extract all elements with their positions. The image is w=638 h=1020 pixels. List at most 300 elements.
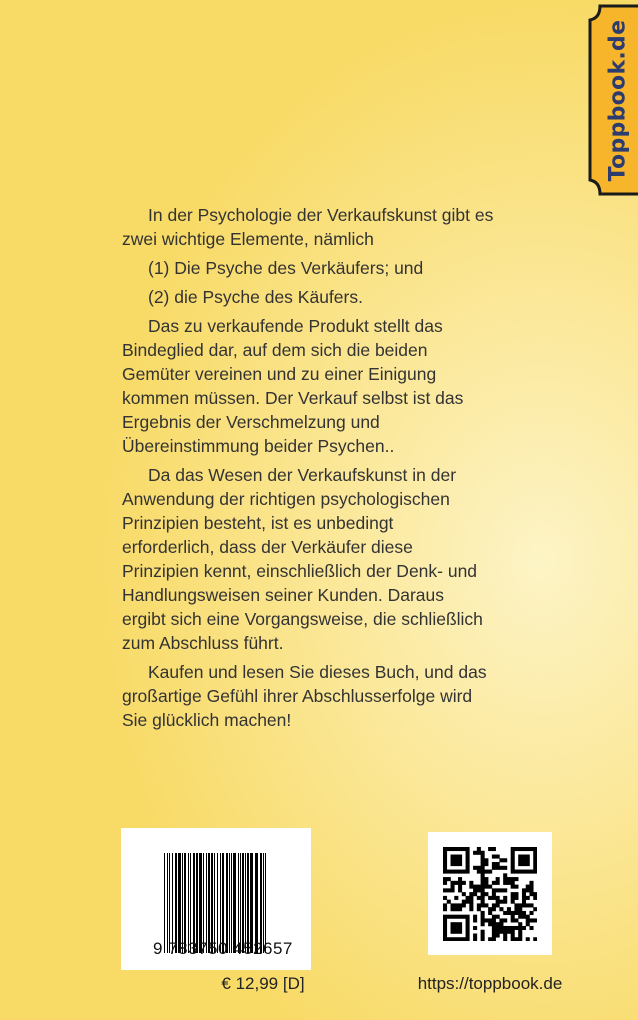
qr-module bbox=[522, 900, 526, 904]
qr-module bbox=[511, 881, 515, 885]
qr-module bbox=[492, 903, 496, 907]
qr-module bbox=[466, 847, 470, 851]
qr-module bbox=[529, 885, 533, 889]
qr-code-pattern bbox=[443, 847, 537, 941]
qr-module bbox=[514, 885, 518, 889]
qr-module bbox=[469, 885, 473, 889]
qr-module bbox=[447, 847, 451, 851]
qr-module bbox=[466, 922, 470, 926]
qr-module bbox=[533, 937, 537, 941]
qr-module bbox=[526, 862, 530, 866]
qr-module bbox=[507, 926, 511, 930]
barcode-bar bbox=[265, 853, 266, 953]
qr-module bbox=[443, 922, 447, 926]
qr-module bbox=[496, 881, 500, 885]
qr-module bbox=[526, 918, 530, 922]
qr-module bbox=[533, 870, 537, 874]
qr-module bbox=[511, 892, 515, 896]
qr-module bbox=[522, 892, 526, 896]
qr-module bbox=[484, 903, 488, 907]
qr-module bbox=[511, 847, 515, 851]
qr-module bbox=[469, 900, 473, 904]
qr-module bbox=[466, 896, 470, 900]
qr-module bbox=[454, 855, 458, 859]
qr-module bbox=[481, 933, 485, 937]
qr-module bbox=[492, 937, 496, 941]
qr-module bbox=[451, 922, 455, 926]
qr-module bbox=[462, 870, 466, 874]
qr-module bbox=[511, 858, 515, 862]
qr-module bbox=[492, 907, 496, 911]
qr-module bbox=[492, 896, 496, 900]
qr-module bbox=[454, 896, 458, 900]
blurb-paragraph bbox=[122, 314, 542, 458]
qr-module bbox=[522, 847, 526, 851]
qr-module bbox=[499, 926, 503, 930]
qr-module bbox=[447, 877, 451, 881]
qr-module bbox=[511, 918, 515, 922]
qr-module bbox=[518, 933, 522, 937]
qr-module bbox=[473, 918, 477, 922]
qr-module bbox=[473, 851, 477, 855]
qr-module bbox=[458, 907, 462, 911]
qr-module bbox=[496, 922, 500, 926]
qr-module bbox=[518, 862, 522, 866]
qr-code[interactable] bbox=[428, 832, 552, 955]
qr-module bbox=[522, 855, 526, 859]
qr-module bbox=[481, 877, 485, 881]
qr-module bbox=[503, 933, 507, 937]
qr-module bbox=[481, 862, 485, 866]
barcode-bar bbox=[188, 853, 189, 953]
qr-module bbox=[511, 851, 515, 855]
qr-module bbox=[496, 933, 500, 937]
qr-module bbox=[511, 937, 515, 941]
qr-module bbox=[466, 855, 470, 859]
qr-module bbox=[481, 900, 485, 904]
qr-module bbox=[492, 855, 496, 859]
qr-module bbox=[499, 866, 503, 870]
qr-module bbox=[481, 915, 485, 919]
qr-module bbox=[458, 926, 462, 930]
blurb-line: Kaufen und lesen Sie dieses Buch, und das bbox=[148, 662, 487, 682]
qr-module bbox=[533, 862, 537, 866]
qr-module bbox=[484, 892, 488, 896]
barcode-bar bbox=[206, 853, 207, 953]
qr-module bbox=[533, 907, 537, 911]
qr-module bbox=[522, 911, 526, 915]
qr-module bbox=[477, 896, 481, 900]
qr-module bbox=[507, 881, 511, 885]
qr-module bbox=[477, 888, 481, 892]
qr-module bbox=[454, 847, 458, 851]
qr-module bbox=[451, 858, 455, 862]
qr-module bbox=[473, 885, 477, 889]
qr-module bbox=[481, 918, 485, 922]
qr-module bbox=[526, 858, 530, 862]
qr-module bbox=[514, 896, 518, 900]
qr-module bbox=[503, 926, 507, 930]
qr-module bbox=[529, 888, 533, 892]
qr-module bbox=[518, 903, 522, 907]
qr-module bbox=[466, 858, 470, 862]
qr-module bbox=[466, 926, 470, 930]
qr-module bbox=[447, 870, 451, 874]
qr-module bbox=[443, 847, 447, 851]
barcode-bar bbox=[233, 853, 236, 953]
qr-module bbox=[488, 922, 492, 926]
qr-module bbox=[458, 885, 462, 889]
barcode-bar bbox=[199, 853, 202, 953]
qr-module bbox=[522, 896, 526, 900]
qr-module bbox=[507, 911, 511, 915]
barcode-bar bbox=[217, 853, 218, 953]
qr-module bbox=[473, 892, 477, 896]
qr-module bbox=[526, 855, 530, 859]
qr-module bbox=[466, 918, 470, 922]
qr-module bbox=[522, 926, 526, 930]
qr-module bbox=[499, 918, 503, 922]
blurb-line: ergibt sich eine Vorgangsweise, die schließlich bbox=[122, 609, 483, 629]
qr-module bbox=[458, 858, 462, 862]
qr-module bbox=[507, 907, 511, 911]
qr-module bbox=[458, 903, 462, 907]
qr-module bbox=[443, 930, 447, 934]
barcode-bar bbox=[164, 853, 165, 953]
blurb-line: Prinzipien kennt, einschließlich der Denk- und bbox=[122, 561, 478, 581]
qr-module bbox=[533, 858, 537, 862]
back-cover-blurb bbox=[122, 203, 542, 737]
qr-module bbox=[511, 877, 515, 881]
blurb-line: großartige Gefühl ihrer Abschlusserfolge wird bbox=[122, 686, 473, 706]
qr-module bbox=[533, 918, 537, 922]
qr-module bbox=[458, 937, 462, 941]
qr-module bbox=[466, 915, 470, 919]
qr-module bbox=[533, 855, 537, 859]
qr-module bbox=[458, 862, 462, 866]
qr-module bbox=[443, 866, 447, 870]
barcode-bar bbox=[214, 853, 215, 953]
qr-module bbox=[466, 870, 470, 874]
qr-module bbox=[469, 892, 473, 896]
qr-module bbox=[503, 881, 507, 885]
qr-module bbox=[499, 922, 503, 926]
qr-module bbox=[443, 926, 447, 930]
blurb-line: Ergebnis der Verschmelzung und bbox=[122, 412, 380, 432]
barcode-bar bbox=[238, 853, 239, 953]
barcode-bar bbox=[229, 853, 230, 953]
qr-module bbox=[481, 888, 485, 892]
qr-module bbox=[458, 915, 462, 919]
qr-module bbox=[481, 892, 485, 896]
qr-module bbox=[496, 915, 500, 919]
qr-module bbox=[451, 903, 455, 907]
qr-module bbox=[526, 870, 530, 874]
barcode-bar bbox=[190, 853, 191, 953]
blurb-line: Sie glücklich machen! bbox=[122, 710, 292, 730]
qr-module bbox=[454, 922, 458, 926]
blurb-line: In der Psychologie der Verkaufskunst gibt es bbox=[148, 205, 494, 225]
qr-module bbox=[503, 930, 507, 934]
qr-module bbox=[518, 858, 522, 862]
qr-module bbox=[488, 918, 492, 922]
qr-module bbox=[518, 915, 522, 919]
qr-module bbox=[511, 896, 515, 900]
qr-module bbox=[518, 847, 522, 851]
qr-module bbox=[466, 851, 470, 855]
qr-module bbox=[526, 888, 530, 892]
qr-module bbox=[443, 881, 447, 885]
qr-module bbox=[458, 870, 462, 874]
qr-module bbox=[443, 903, 447, 907]
barcode-bars bbox=[164, 853, 269, 953]
qr-module bbox=[511, 855, 515, 859]
qr-module bbox=[533, 892, 537, 896]
qr-module bbox=[443, 907, 447, 911]
blurb-line: Bindeglied dar, auf dem sich die beiden bbox=[122, 340, 428, 360]
barcode-bar bbox=[182, 853, 183, 953]
qr-module bbox=[473, 915, 477, 919]
qr-module bbox=[529, 881, 533, 885]
barcode-bar bbox=[208, 853, 210, 953]
qr-module bbox=[454, 937, 458, 941]
qr-module bbox=[511, 911, 515, 915]
qr-module bbox=[514, 926, 518, 930]
qr-module bbox=[529, 903, 533, 907]
barcode-bar bbox=[211, 853, 213, 953]
qr-module bbox=[484, 862, 488, 866]
barcode-bar bbox=[247, 853, 249, 953]
qr-module bbox=[526, 922, 530, 926]
qr-module bbox=[481, 896, 485, 900]
qr-module bbox=[529, 892, 533, 896]
qr-module bbox=[518, 922, 522, 926]
qr-module bbox=[469, 896, 473, 900]
qr-module bbox=[503, 937, 507, 941]
qr-module bbox=[518, 937, 522, 941]
qr-module bbox=[526, 896, 530, 900]
qr-module bbox=[481, 922, 485, 926]
qr-module bbox=[496, 930, 500, 934]
barcode-bar bbox=[220, 853, 221, 953]
qr-module bbox=[451, 862, 455, 866]
qr-module bbox=[529, 926, 533, 930]
qr-module bbox=[522, 862, 526, 866]
qr-module bbox=[462, 892, 466, 896]
qr-module bbox=[496, 862, 500, 866]
qr-module bbox=[511, 933, 515, 937]
qr-module bbox=[492, 892, 496, 896]
qr-module bbox=[496, 900, 500, 904]
qr-module bbox=[488, 896, 492, 900]
qr-module bbox=[488, 870, 492, 874]
qr-module bbox=[492, 866, 496, 870]
qr-module bbox=[503, 911, 507, 915]
qr-module bbox=[473, 926, 477, 930]
qr-module bbox=[492, 922, 496, 926]
qr-module bbox=[484, 885, 488, 889]
qr-module bbox=[443, 855, 447, 859]
qr-module bbox=[454, 930, 458, 934]
qr-module bbox=[492, 926, 496, 930]
qr-module bbox=[451, 907, 455, 911]
barcode-bar bbox=[242, 853, 244, 953]
barcode-bar bbox=[169, 853, 170, 953]
qr-module bbox=[477, 870, 481, 874]
qr-module bbox=[481, 937, 485, 941]
barcode-bar bbox=[255, 853, 258, 953]
qr-module bbox=[451, 885, 455, 889]
blurb-paragraph bbox=[122, 285, 542, 309]
barcode-bar bbox=[231, 853, 232, 953]
qr-module bbox=[466, 937, 470, 941]
barcode-bar bbox=[240, 853, 241, 953]
qr-module bbox=[458, 930, 462, 934]
qr-module bbox=[481, 858, 485, 862]
qr-module bbox=[496, 855, 500, 859]
qr-module bbox=[518, 926, 522, 930]
blurb-paragraph bbox=[122, 463, 542, 655]
price-label: € 12,99 [D] bbox=[221, 974, 305, 993]
qr-module bbox=[492, 862, 496, 866]
publisher-logo-text: Toppbook.de bbox=[605, 19, 631, 182]
barcode-bar bbox=[175, 853, 177, 953]
qr-module bbox=[454, 870, 458, 874]
qr-module bbox=[451, 855, 455, 859]
qr-module bbox=[484, 870, 488, 874]
qr-module bbox=[511, 900, 515, 904]
qr-module bbox=[533, 896, 537, 900]
qr-module bbox=[518, 855, 522, 859]
qr-module bbox=[451, 937, 455, 941]
qr-module bbox=[451, 915, 455, 919]
qr-module bbox=[484, 918, 488, 922]
qr-module bbox=[488, 885, 492, 889]
qr-module bbox=[499, 888, 503, 892]
qr-module bbox=[526, 847, 530, 851]
qr-module bbox=[454, 862, 458, 866]
qr-module bbox=[462, 937, 466, 941]
blurb-line: erforderlich, dass der Verkäufer diese bbox=[122, 537, 413, 557]
qr-module bbox=[466, 900, 470, 904]
qr-module bbox=[503, 866, 507, 870]
qr-module bbox=[511, 930, 515, 934]
qr-module bbox=[477, 907, 481, 911]
qr-module bbox=[443, 877, 447, 881]
qr-module bbox=[529, 847, 533, 851]
qr-module bbox=[503, 858, 507, 862]
qr-module bbox=[473, 937, 477, 941]
qr-module bbox=[507, 877, 511, 881]
qr-module bbox=[533, 851, 537, 855]
qr-module bbox=[481, 870, 485, 874]
qr-module bbox=[488, 907, 492, 911]
qr-module bbox=[499, 858, 503, 862]
qr-module bbox=[458, 881, 462, 885]
qr-module bbox=[514, 907, 518, 911]
qr-module bbox=[518, 907, 522, 911]
qr-module bbox=[511, 870, 515, 874]
blurb-line: Handlungsweisen seiner Kunden. Daraus bbox=[122, 585, 445, 605]
qr-module bbox=[443, 851, 447, 855]
qr-module bbox=[503, 888, 507, 892]
qr-module bbox=[451, 870, 455, 874]
qr-module bbox=[503, 896, 507, 900]
qr-module bbox=[511, 862, 515, 866]
website-link[interactable]: https://toppbook.de bbox=[417, 974, 563, 993]
barcode-bar bbox=[203, 853, 204, 953]
barcode-bar bbox=[178, 853, 181, 953]
blurb-line: Gemüter vereinen und zu einer Einigung bbox=[122, 364, 437, 384]
qr-module bbox=[454, 915, 458, 919]
qr-module bbox=[481, 911, 485, 915]
qr-module bbox=[526, 903, 530, 907]
qr-module bbox=[466, 862, 470, 866]
qr-module bbox=[507, 930, 511, 934]
qr-module bbox=[518, 930, 522, 934]
blurb-line: Anwendung der richtigen psychologischen bbox=[122, 489, 450, 509]
qr-module bbox=[511, 866, 515, 870]
qr-module bbox=[511, 926, 515, 930]
qr-module bbox=[454, 907, 458, 911]
barcode-bar bbox=[196, 853, 198, 953]
qr-module bbox=[514, 847, 518, 851]
qr-module bbox=[499, 907, 503, 911]
qr-module bbox=[529, 911, 533, 915]
qr-module bbox=[481, 851, 485, 855]
qr-module bbox=[447, 915, 451, 919]
barcode-bar bbox=[245, 853, 246, 953]
qr-module bbox=[529, 918, 533, 922]
qr-module bbox=[466, 933, 470, 937]
blurb-line: kommen müssen. Der Verkauf selbst ist das bbox=[122, 388, 464, 408]
qr-module bbox=[458, 855, 462, 859]
qr-module bbox=[488, 847, 492, 851]
qr-module bbox=[496, 866, 500, 870]
qr-module bbox=[447, 888, 451, 892]
qr-module bbox=[522, 915, 526, 919]
qr-module bbox=[526, 885, 530, 889]
qr-module bbox=[473, 888, 477, 892]
qr-module bbox=[499, 930, 503, 934]
qr-module bbox=[443, 937, 447, 941]
qr-module bbox=[511, 885, 515, 889]
qr-module bbox=[496, 926, 500, 930]
qr-module bbox=[443, 933, 447, 937]
qr-module bbox=[481, 881, 485, 885]
barcode-bar bbox=[184, 853, 186, 953]
isbn-number: 9 783750 452657 bbox=[153, 939, 293, 958]
qr-module bbox=[481, 866, 485, 870]
qr-module bbox=[469, 907, 473, 911]
qr-module bbox=[529, 870, 533, 874]
qr-module bbox=[481, 903, 485, 907]
qr-module bbox=[481, 855, 485, 859]
qr-module bbox=[518, 870, 522, 874]
qr-module bbox=[514, 870, 518, 874]
qr-module bbox=[484, 858, 488, 862]
qr-module bbox=[514, 937, 518, 941]
qr-module bbox=[451, 926, 455, 930]
qr-module bbox=[466, 866, 470, 870]
blurb-line: Übereinstimmung beider Psychen.. bbox=[122, 436, 395, 456]
qr-module bbox=[454, 926, 458, 930]
qr-module bbox=[488, 937, 492, 941]
qr-module bbox=[492, 915, 496, 919]
qr-module bbox=[526, 937, 530, 941]
qr-module bbox=[447, 900, 451, 904]
qr-module bbox=[522, 903, 526, 907]
